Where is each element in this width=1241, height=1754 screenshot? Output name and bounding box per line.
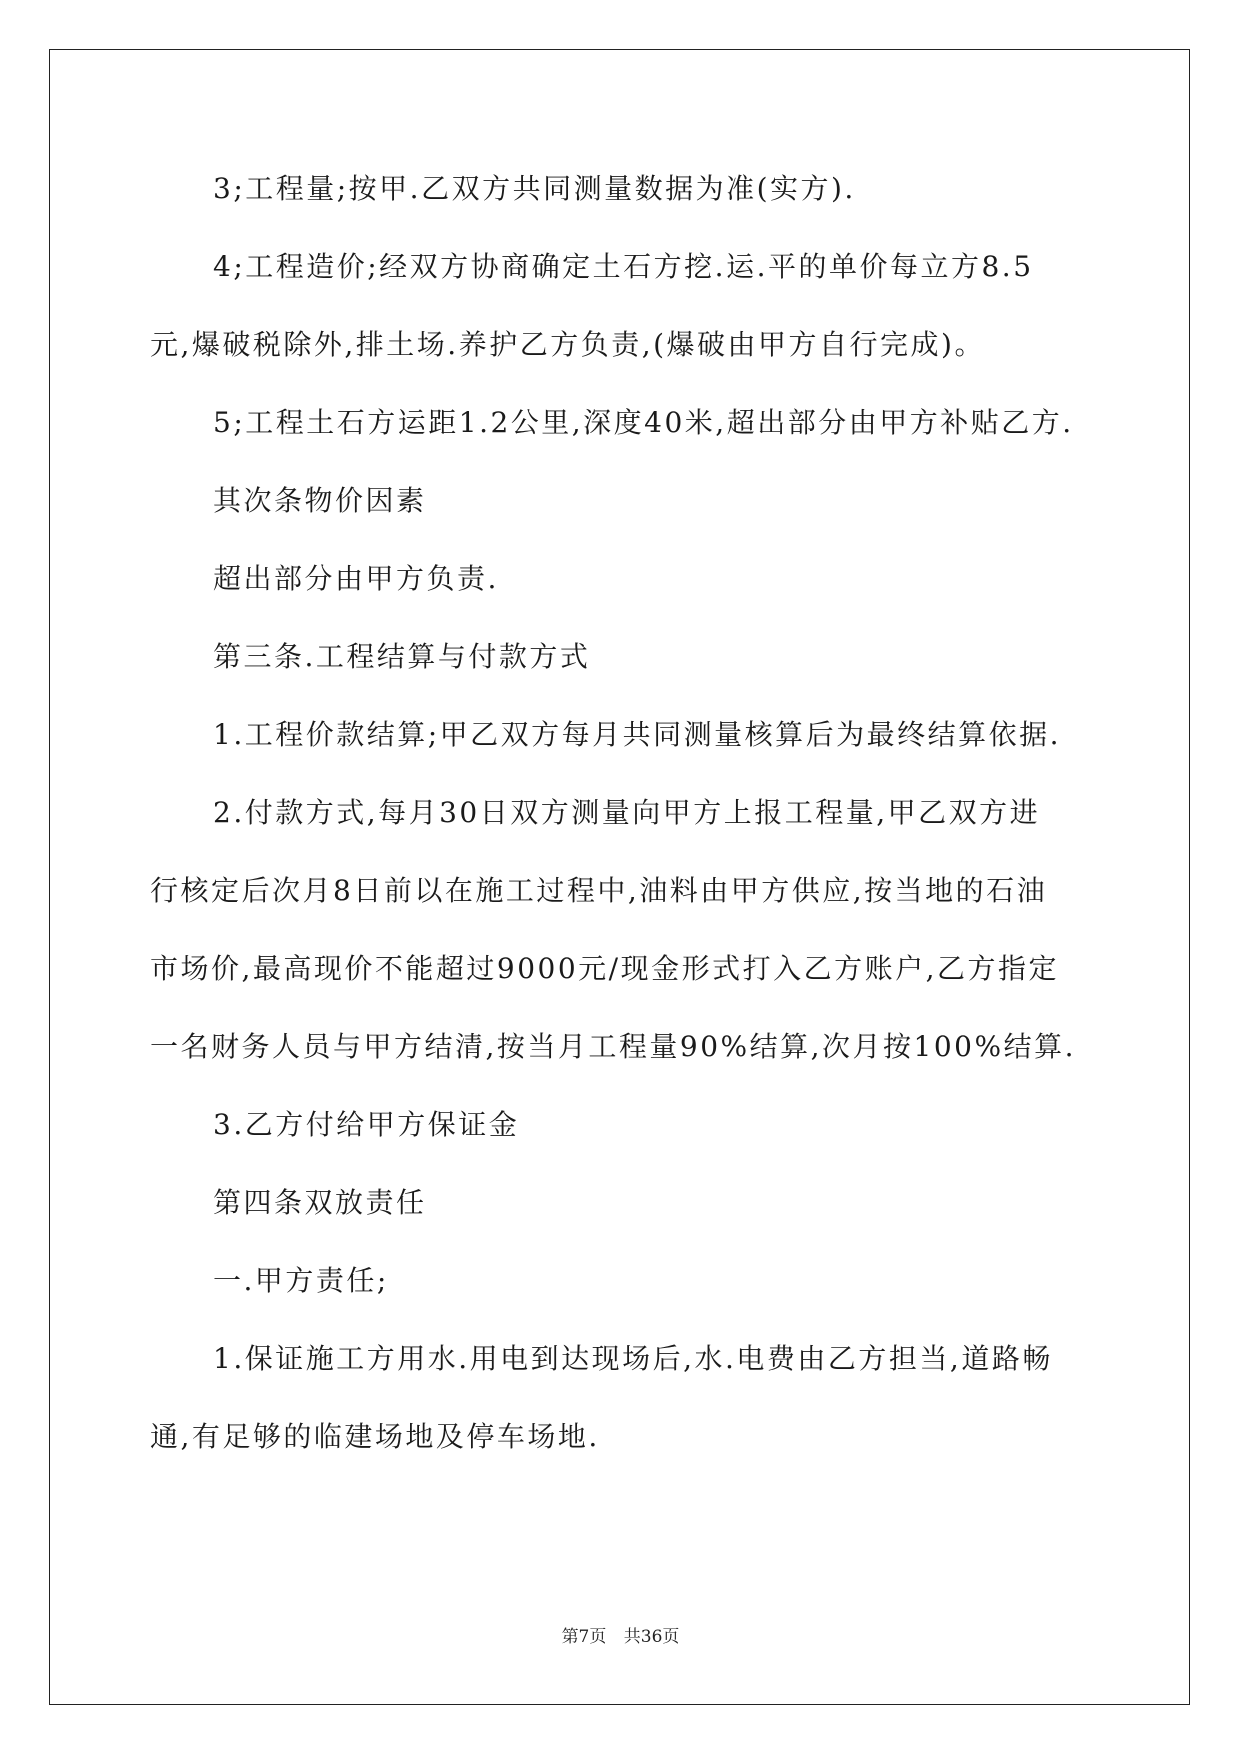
paragraph-line: 5;工程土石方运距1.2公里,深度40米,超出部分由甲方补贴乙方. [213,406,1074,439]
paragraph-line: 超出部分由甲方负责. [213,562,499,595]
document-body [150,150,1095,1476]
paragraph-line: 一名财务人员与甲方结清,按当月工程量90%结算,次月按100%结算. [150,1030,1076,1063]
paragraph-line: 通,有足够的临建场地及停车场地. [150,1420,600,1453]
paragraph-line: 1.保证施工方用水.用电到达现场后,水.电费由乙方担当,道路畅 [213,1342,1053,1375]
paragraph-line: 3.乙方付给甲方保证金 [213,1108,520,1141]
page-footer [0,1622,1241,1647]
paragraph-line: 行核定后次月8日前以在施工过程中,油料由甲方供应,按当地的石油 [150,874,1048,907]
subsection-heading: 一.甲方责任; [213,1264,389,1297]
paragraph-line: 元,爆破税除外,排土场.养护乙方负责,(爆破由甲方自行完成)。 [150,328,985,361]
paragraph-line: 2.付款方式,每月30日双方测量向甲方上报工程量,甲乙双方进 [213,796,1041,829]
section-heading: 第四条双放责任 [213,1186,427,1219]
paragraph-line: 4;工程造价;经双方协商确定土石方挖.运.平的单价每立方8.5 [213,250,1034,283]
section-heading: 第三条.工程结算与付款方式 [213,640,591,673]
paragraph-line: 1.工程价款结算;甲乙双方每月共同测量核算后为最终结算依据. [213,718,1062,751]
paragraph-line: 3;工程量;按甲.乙双方共同测量数据为准(实方). [213,172,856,205]
page-total: 共36页 [623,1627,680,1647]
paragraph-line: 市场价,最高现价不能超过9000元/现金形式打入乙方账户,乙方指定 [150,952,1059,985]
page-number: 第7页 [561,1627,607,1647]
section-heading: 其次条物价因素 [213,484,427,517]
